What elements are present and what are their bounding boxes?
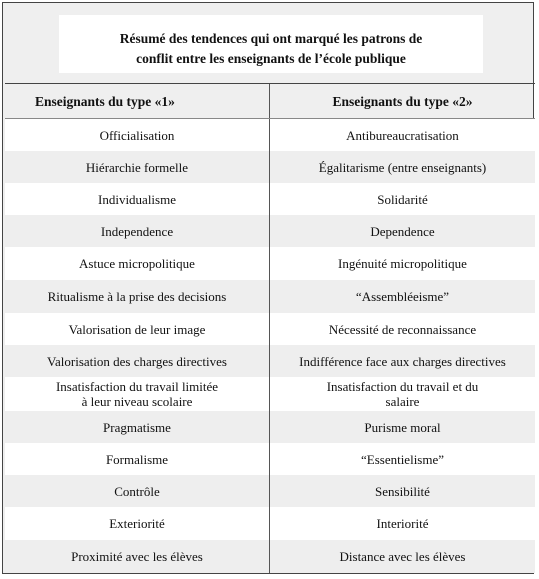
table-body [5, 119, 535, 573]
table-row [5, 475, 535, 507]
cell-type-1: Hiérarchie formelle [5, 151, 270, 183]
table-row [5, 313, 535, 345]
comparison-table [5, 83, 535, 573]
title-line-2: conflit entre les enseignants de l’école publique [136, 51, 406, 66]
cell-type-2: Égalitarisme (entre enseignants) [270, 151, 535, 183]
cell-type-1: Formalisme [5, 443, 270, 475]
table-row [5, 247, 535, 280]
title-box [59, 15, 483, 73]
table-row [5, 215, 535, 247]
table-row [5, 507, 535, 540]
cell-type-1: Valorisation des charges directives [5, 345, 270, 377]
cell-type-1: Valorisation de leur image [5, 313, 270, 345]
cell-type-2: Indifférence face aux charges directives [270, 345, 535, 377]
document-frame [2, 2, 534, 574]
cell-type-2: Antibureaucratisation [270, 119, 535, 151]
table-row [5, 377, 535, 411]
cell-type-1: Proximité avec les élèves [5, 540, 270, 573]
cell-type-1: Independence [5, 215, 270, 247]
table-row [5, 443, 535, 475]
table-row [5, 280, 535, 313]
title-line-1: Résumé des tendences qui ont marqué les patrons de [119, 31, 423, 46]
cell-type-2: Dependence [270, 215, 535, 247]
header-type-2: Enseignants du type «2» [332, 93, 473, 109]
cell-type-1: Exteriorité [5, 507, 270, 540]
cell-type-2: Ingénuité micropolitique [270, 247, 535, 280]
cell-type-1: Astuce micropolitique [5, 247, 270, 280]
cell-type-2: Distance avec les élèves [270, 540, 535, 573]
cell-type-2: Nécessité de reconnaissance [270, 313, 535, 345]
table-row [5, 345, 535, 377]
cell-type-2: Interiorité [270, 507, 535, 540]
cell-type-1: Contrôle [5, 475, 270, 507]
cell-type-2: Insatisfaction du travail et du salaire [270, 377, 535, 411]
table-row [5, 119, 535, 151]
header-type-1: Enseignants du type «1» [5, 84, 270, 118]
cell-type-1: Officialisation [5, 119, 270, 151]
cell-type-2: “Assembléeisme” [270, 280, 535, 313]
table-row [5, 183, 535, 215]
table-row [5, 151, 535, 183]
cell-type-1: Ritualisme à la prise des decisions [5, 280, 270, 313]
table-header [5, 84, 535, 119]
cell-type-2: Purisme moral [270, 411, 535, 443]
cell-type-1: Insatisfaction du travail limitée à leur niveau scolaire [5, 377, 270, 411]
document-title [59, 29, 483, 69]
cell-type-2: Solidarité [270, 183, 535, 215]
cell-type-1: Pragmatisme [5, 411, 270, 443]
cell-type-2: “Essentielisme” [270, 443, 535, 475]
cell-type-1: Individualisme [5, 183, 270, 215]
table-row [5, 540, 535, 573]
table-row [5, 411, 535, 443]
cell-type-2: Sensibilité [270, 475, 535, 507]
